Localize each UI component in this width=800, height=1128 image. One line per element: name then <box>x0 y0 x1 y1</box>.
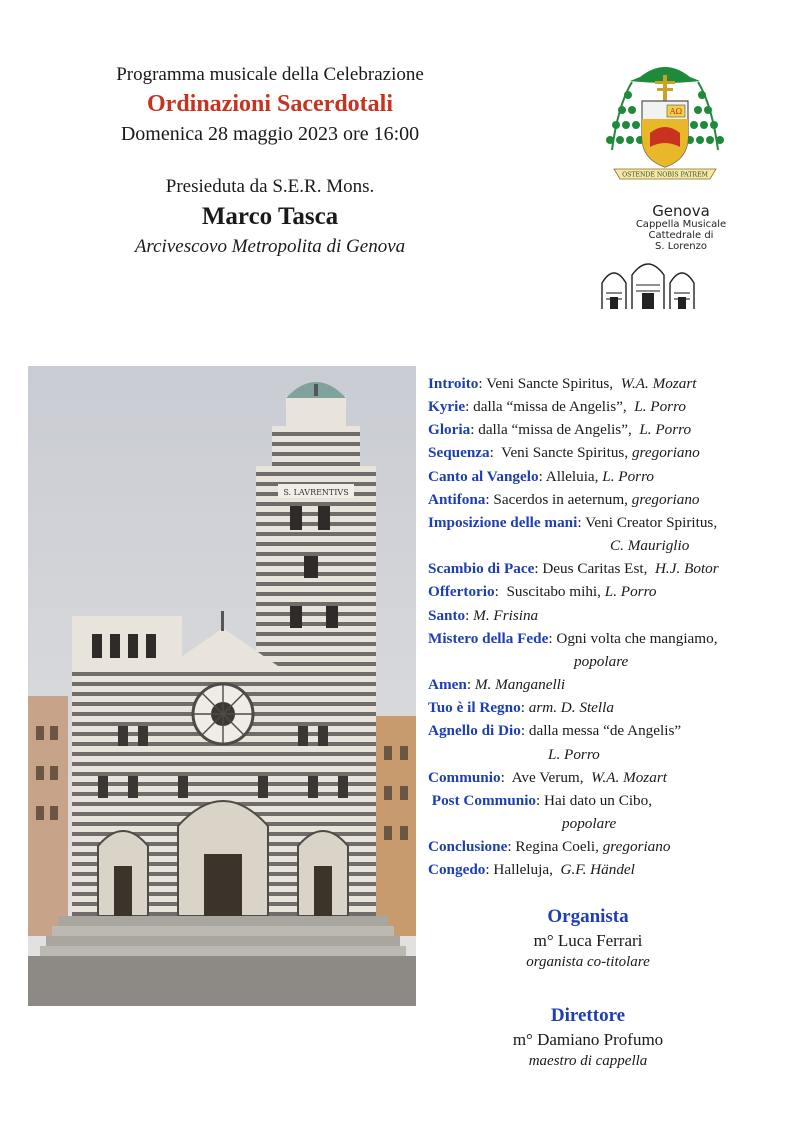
program-item-separator: : <box>465 606 474 624</box>
program-item-piece: Veni Sancte Spiritus, <box>486 375 621 392</box>
program-item <box>428 858 788 881</box>
organist-role: organista co-titolare <box>526 954 650 970</box>
program-item <box>428 441 788 464</box>
program-item-piece: Deus Caritas Est, <box>542 560 655 578</box>
chapel-city: Genova <box>652 202 710 220</box>
program-item-label: Antifona <box>428 490 486 508</box>
director-name: m° Damiano Profumo <box>512 1030 664 1049</box>
coat-of-arms-icon <box>600 55 730 190</box>
program-item-piece: dalla messa “de Angelis” <box>528 722 682 740</box>
program-item <box>428 465 788 488</box>
program-item-separator: : <box>465 398 474 416</box>
program-item-label: Introito <box>428 375 479 392</box>
director-block <box>458 1004 718 1071</box>
program-item-piece: Sacerdos in aeternum, <box>493 490 632 508</box>
program-item-separator: : <box>520 699 529 717</box>
program-item-separator: : <box>494 583 507 601</box>
program-item-piece: Suscitabo mihi, <box>506 583 605 601</box>
svg-text:AΩ: AΩ <box>669 107 683 116</box>
organist-block <box>458 905 718 972</box>
program-item-label: Post Communio <box>428 791 537 809</box>
program-item <box>428 418 788 441</box>
program-item-author: G.F. Händel <box>560 861 635 879</box>
program-item <box>428 372 788 395</box>
program-item-label: Conclusione <box>428 838 508 856</box>
program-item-label: Congedo <box>428 861 486 879</box>
program-item <box>428 789 788 812</box>
program-item-separator: : <box>534 560 543 578</box>
program-item-author: gregoriano <box>602 838 671 856</box>
program-item <box>428 835 788 858</box>
program-list <box>428 372 788 881</box>
program-item <box>428 534 788 557</box>
program-item-separator: : <box>520 722 529 740</box>
program-item-author: gregoriano <box>631 490 700 508</box>
program-item-label: Sequenza <box>428 444 490 462</box>
program-item-piece: Veni Sancte Spiritus, <box>501 444 632 462</box>
program-item-author: arm. D. Stella <box>528 699 614 717</box>
program-item-label: Mistero della Fede <box>428 629 549 647</box>
program-item-label: Agnello di Dio <box>428 722 521 740</box>
director-heading: Direttore <box>550 1005 626 1026</box>
program-item-author: W.A. Mozart <box>620 375 697 392</box>
program-item-label: Communio <box>428 768 501 786</box>
svg-text:OSTENDE NOBIS PATREM: OSTENDE NOBIS PATREM <box>622 171 708 179</box>
program-item-label: Amen <box>428 676 467 694</box>
program-item-author: popolare <box>574 652 629 670</box>
program-item-label: Kyrie <box>428 398 466 416</box>
program-item <box>428 604 788 627</box>
celebration-title: Ordinazioni Sacerdotali <box>147 91 393 117</box>
program-item-author: C. Mauriglio <box>610 537 690 555</box>
program-item-label: Imposizione delle mani <box>428 513 578 531</box>
program-item-author: gregoriano <box>631 444 700 462</box>
program-item-separator: : <box>536 791 545 809</box>
program-item-author: popolare <box>562 814 617 832</box>
program-item-separator: : <box>507 838 516 856</box>
program-item-label: Tuo è il Regno <box>428 699 521 717</box>
program-item-separator: : <box>478 375 487 392</box>
program-item-author: L. Porro <box>548 745 600 763</box>
program-item-piece: dalla “missa de Angelis”, <box>473 398 635 416</box>
program-item <box>428 696 788 719</box>
celebrant-name: Marco Tasca <box>201 203 339 230</box>
program-item-author: M. Frisina <box>473 606 539 624</box>
program-item-separator: : <box>538 467 546 485</box>
celebration-date: Domenica 28 maggio 2023 ore 16:00 <box>120 123 420 145</box>
program-item-separator: : <box>548 629 557 647</box>
cathedral-photo <box>28 366 416 1006</box>
program-item-author: L. Porro <box>634 398 687 416</box>
program-item-label: Canto al Vangelo <box>428 467 539 485</box>
program-item-separator: : <box>485 861 494 879</box>
program-item <box>428 580 788 603</box>
program-item <box>428 627 788 650</box>
program-item-label: Offertorio <box>428 583 495 601</box>
program-item-author: M. Manganelli <box>474 676 566 694</box>
program-item-author: L. Porro <box>602 467 655 485</box>
program-item-separator: : <box>577 513 586 531</box>
header <box>60 62 480 260</box>
program-item-label: Gloria <box>428 421 471 439</box>
chapel-line4: S. Lorenzo <box>655 241 707 252</box>
program-item-piece: Regina Coeli, <box>515 838 603 856</box>
program-item <box>428 650 788 673</box>
program-item-author: L. Porro <box>604 583 657 601</box>
program-item <box>428 395 788 418</box>
program-item-label: Santo <box>428 606 466 624</box>
program-item-piece: Veni Creator Spiritus, <box>585 513 718 531</box>
program-item <box>428 812 788 835</box>
program-item-piece: Ave Verum, <box>511 768 592 786</box>
svg-text:S. LAVRENTIVS: S. LAVRENTIVS <box>283 488 349 497</box>
organist-name: m° Luca Ferrari <box>533 931 643 950</box>
chapel-line3: Cattedrale di <box>648 230 714 241</box>
program-item-piece: dalla “missa de Angelis”, <box>478 421 640 439</box>
program-subtitle: Programma musicale della Celebrazione <box>116 64 424 85</box>
director-role: maestro di cappella <box>528 1053 648 1069</box>
program-item-separator: : <box>500 768 512 786</box>
program-item <box>428 673 788 696</box>
program-item-separator: : <box>489 444 502 462</box>
presided-by: Presieduta da S.E.R. Mons. <box>165 176 375 197</box>
program-item <box>428 719 788 742</box>
program-item-author: H.J. Botor <box>654 560 719 578</box>
program-item-piece: Hai dato un Cibo, <box>544 791 653 809</box>
program-item-separator: : <box>485 490 494 508</box>
program-item-piece: Ogni volta che mangiamo, <box>556 629 718 647</box>
program-item-separator: : <box>466 676 475 694</box>
chapel-line2: Cappella Musicale <box>635 219 727 230</box>
program-item <box>428 488 788 511</box>
program-item-piece: Alleluia, <box>545 467 603 485</box>
celebrant-role: Arcivescovo Metropolita di Genova <box>134 236 406 257</box>
program-item <box>428 743 788 766</box>
program-item <box>428 557 788 580</box>
program-item-author: W.A. Mozart <box>591 768 667 786</box>
cathedral-portal-icon <box>598 253 698 309</box>
program-item <box>428 766 788 789</box>
program-item <box>428 511 788 534</box>
program-item-label: Scambio di Pace <box>428 560 535 578</box>
chapel-logo <box>598 203 732 309</box>
program-item-author: L. Porro <box>639 421 692 439</box>
program-item-separator: : <box>470 421 479 439</box>
program-item-piece: Halleluja, <box>493 861 561 879</box>
organist-heading: Organista <box>547 906 629 927</box>
